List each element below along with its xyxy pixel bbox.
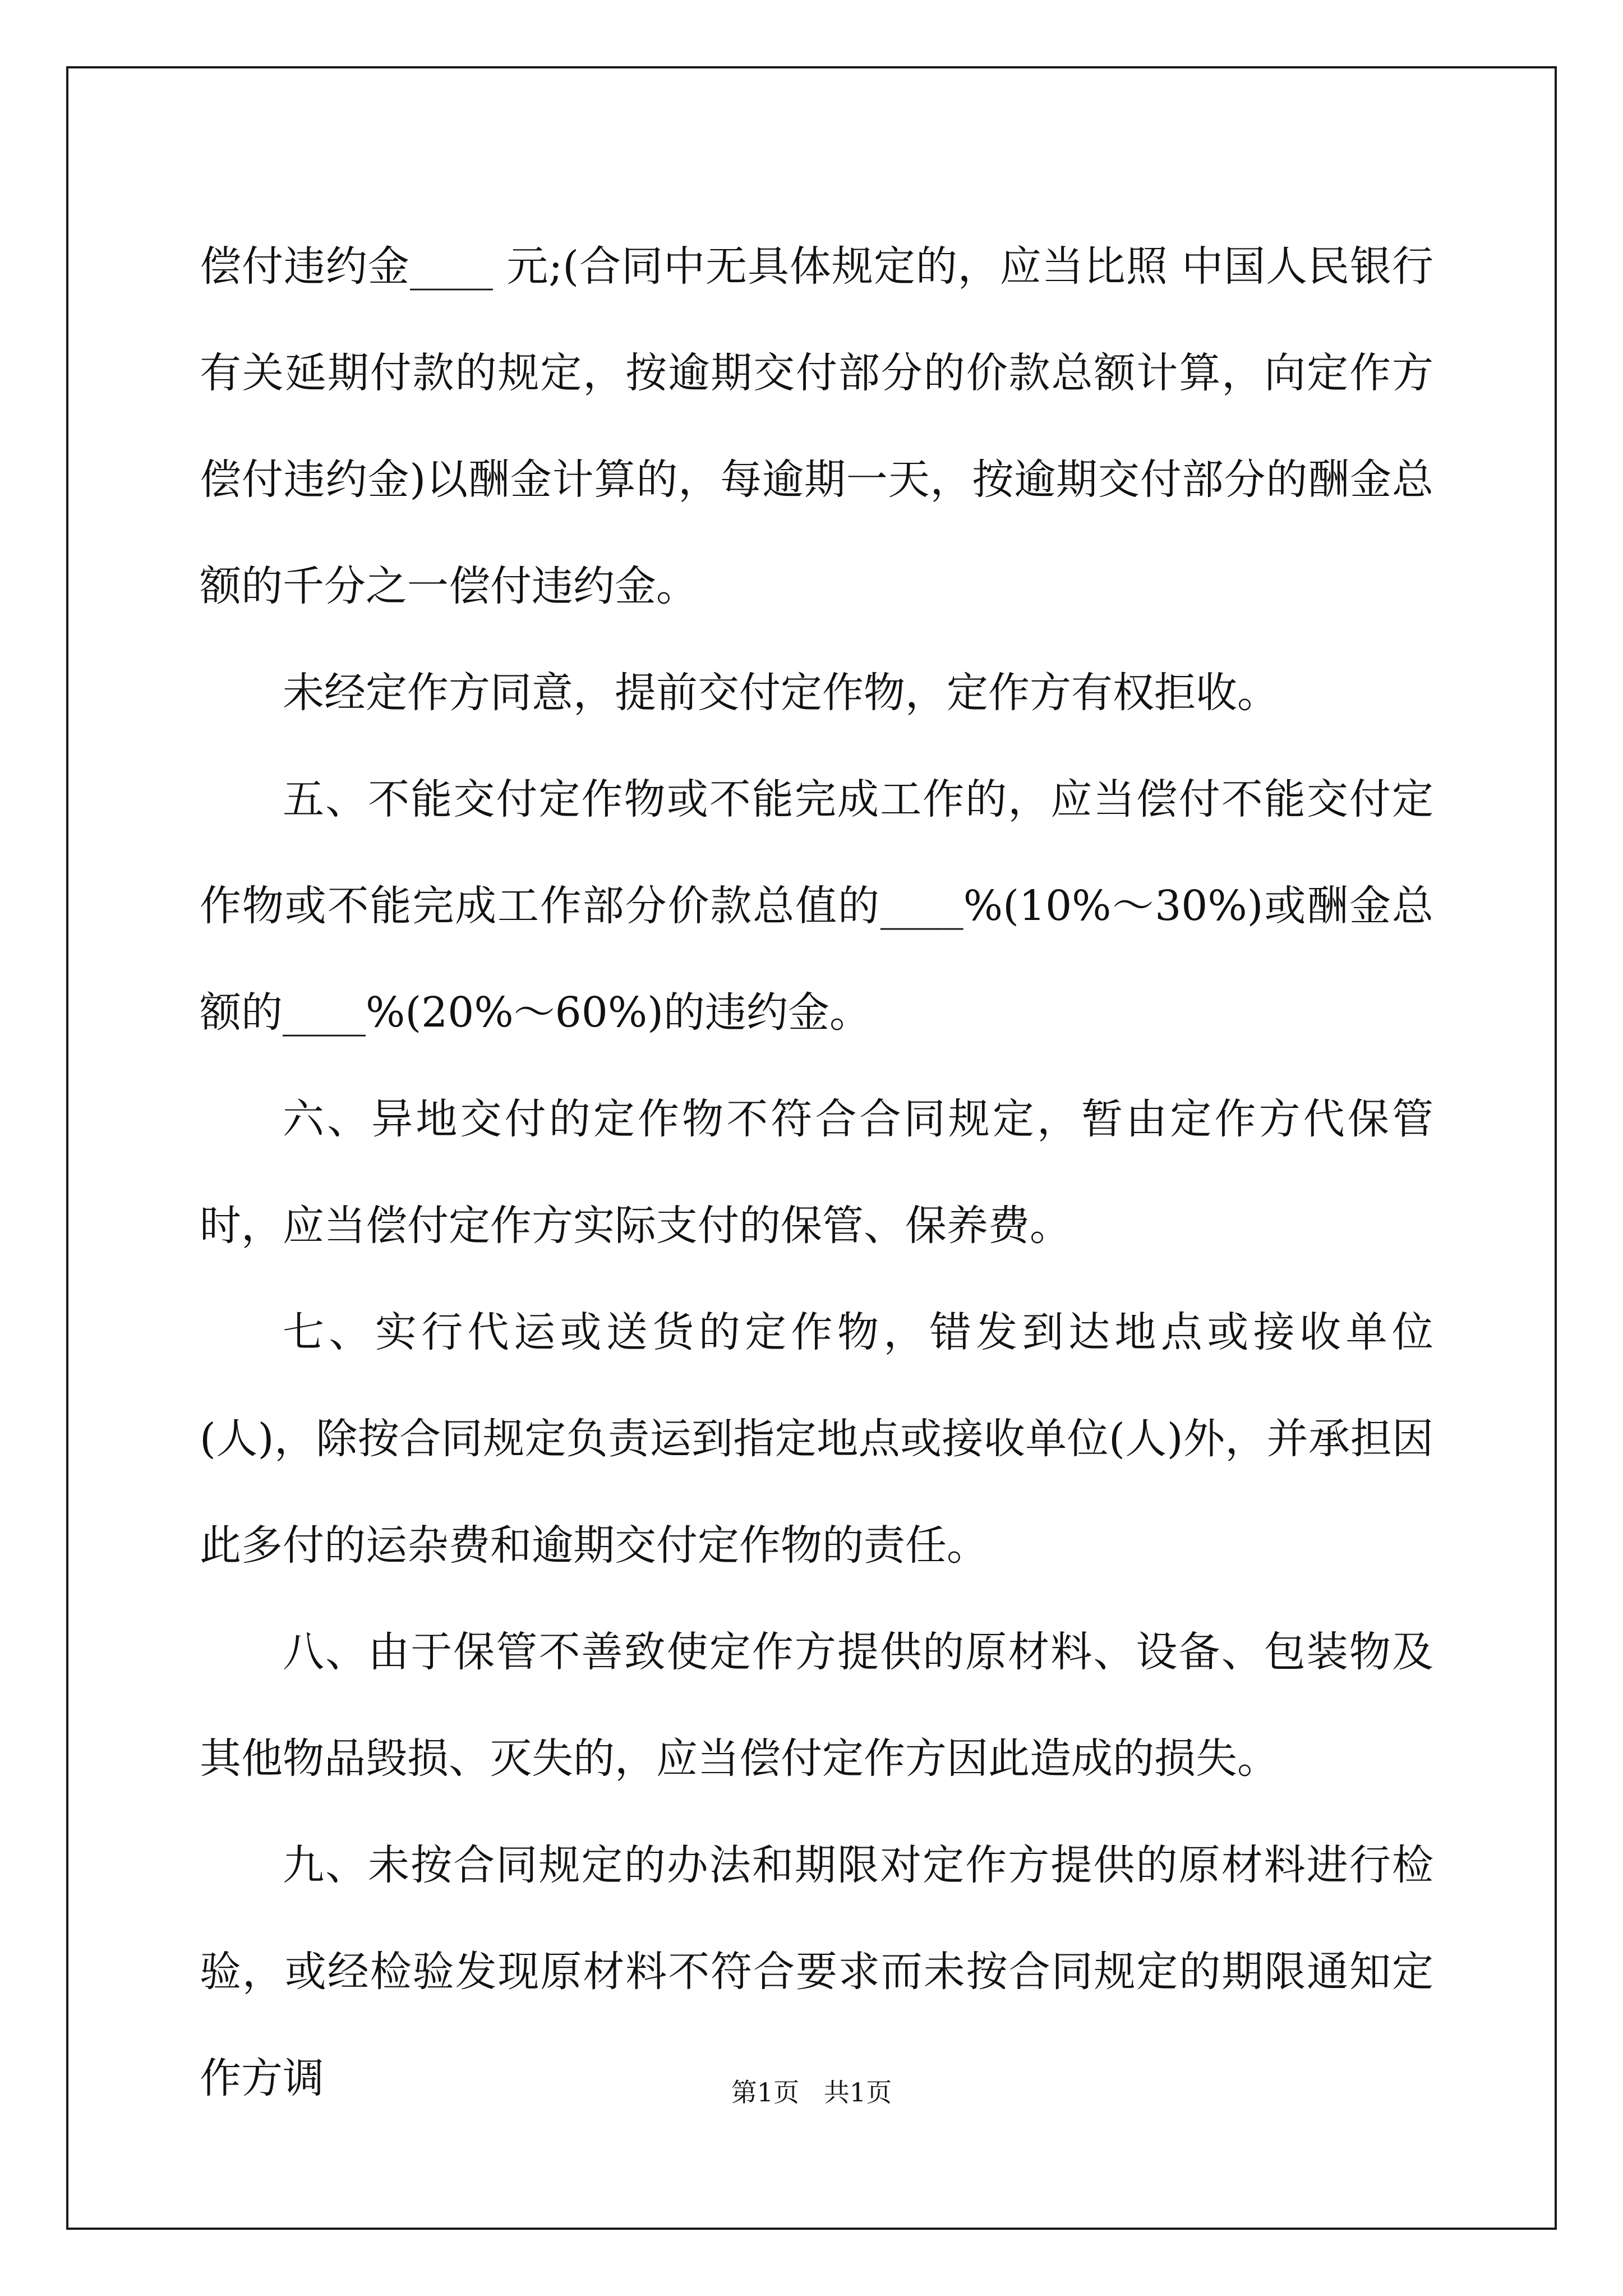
document-body [200,213,1433,2132]
page-footer: 第1页 共1页 [731,2077,892,2108]
paragraph-early-delivery: 未经定作方同意，提前交付定作物，定作方有权拒收。 [283,669,1279,717]
paragraph-clause-5: 五、不能交付定作物或不能完成工作的，应当偿付不能交付定作物或不能完成工作部分价款总值的____%(10%～30%)或酬金总额的____%(20%～60%)的违约金。 [200,775,1433,1037]
paragraph-clause-7: 七、实行代运或送货的定作物，错发到达地点或接收单位(人)，除按合同规定负责运到指定地点或接收单位(人)外，并承担因此多付的运杂费和逾期交付定作物的责任。 [200,1308,1433,1570]
paragraph-clause-9: 九、未按合同规定的办法和期限对定作方提供的原材料进行检验，或经检验发现原材料不符合要求而未按合同规定的期限通知定作方调 [200,1841,1433,2102]
paragraph-clause-8: 八、由于保管不善致使定作方提供的原材料、设备、包装物及其他物品毁损、灭失的，应当偿付定作方因此造成的损失。 [200,1628,1433,1783]
paragraph-continuation: 偿付违约金____ 元;(合同中无具体规定的，应当比照 中国人民银行有关延期付款的规定，按逾期交付部分的价款总额计算，向定作方偿付违约金)以酬金计算的，每逾期一天，按逾期交付部分的酬金总额的千分之一偿付违约金。 [200,242,1433,610]
paragraph-clause-6: 六、异地交付的定作物不符合合同规定，暂由定作方代保管时，应当偿付定作方实际支付的保管、保养费。 [200,1095,1433,1250]
